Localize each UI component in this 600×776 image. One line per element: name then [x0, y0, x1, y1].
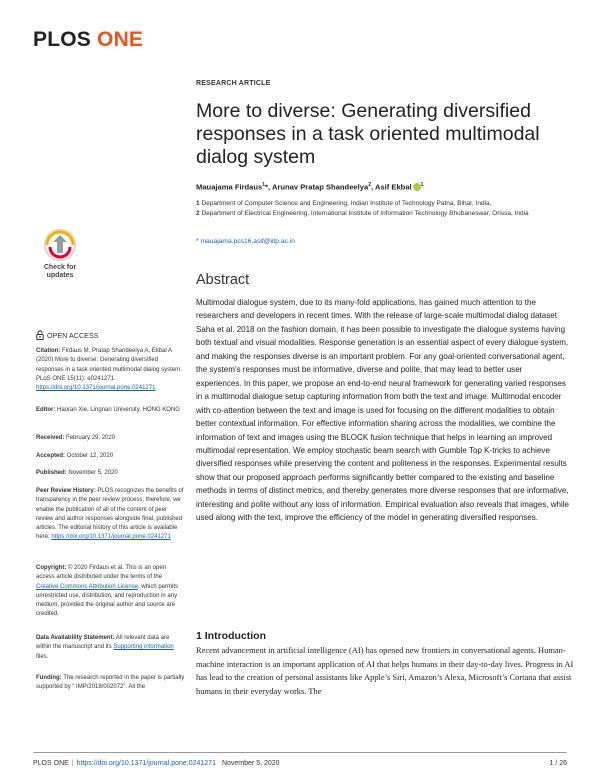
article-type: RESEARCH ARTICLE [196, 80, 271, 87]
author-name[interactable]: Arunav Pratap Shandeelya [271, 182, 369, 192]
journal-logo-one: ONE [97, 28, 144, 51]
author-affiliation-mark: 1 [420, 182, 424, 188]
corresponding-email [196, 238, 295, 245]
author-list: Mauajama Firdaus$^1$*, Arunav Pratap Shandeelya$^2$, Asif Ekbal $^1$ [196, 182, 424, 192]
accepted-block: Accepted: October 12, 2020 [36, 453, 114, 459]
check-updates-icon [34, 228, 86, 264]
citation-block: Citation: Firdaus M, Pratap Shandeelya A, Ekbal A (2020) More to diverse: Generating diversified responses in a task oriented multimodal dialog system. PLoS ONE 15(11): e0241271. https://doi.org/10.1371/journal.pone.0241271 [36, 348, 182, 392]
affiliation-item: 2 Department of Electrical Engineering, International Institute of Information Technology Bhubaneswar, Orissa, India [196, 209, 529, 217]
email-star: * [196, 238, 199, 245]
affiliation-item: 1 Department of Computer Science and Engineering, Indian Institute of Technology Patna, Bihar, India, [196, 200, 492, 207]
footer-doi-link[interactable]: https://doi.org/10.1371/journal.pone.0241271 [76, 760, 216, 767]
check-updates-label: Check for updates [43, 264, 77, 279]
received-block: Received: February 29, 2020 [36, 435, 116, 441]
supporting-info-link[interactable]: Supporting information [113, 644, 174, 651]
peer-review-block: Peer Review History: PLOS recognizes the benefits of transparency in the peer review process; therefore, we enable the publication of all of the content of peer review and author responses alongside final, published articles. The editorial history of this article is available here: https://doi.org/10.1371/journal.pone.0241271 [36, 488, 184, 541]
orcid-icon[interactable] [413, 183, 421, 191]
abstract-text: Multimodal dialogue system, due to its many-fold applications, has gained much attention to the researchers and developers in recent times. With the release of large-scale multimodal dialog dataset Saha et al. 2018 on the fashion domain, it has been possible to investigate the dialogue systems having both textual and visual modalities. Response generation is an essential aspect of every dialogue system, and making the responses diverse is an important problem. For any goal-oriented conversational agent, the system’s responses must be informative, diverse and polite, that may lead to better user experiences. In this paper, we propose an end-to-end neural framework for generating varied responses in a multimodal dialogue setup capturing information from both the text and image. Multimodal encoder with co-attention between the text and image is used for focusing on the different modalities to obtain better contextual information. For effective information sharing across the modalities, we combine the information of text and images using the BLOCK fusion technique that helps in learning an improved multimodal representation. We employ stochastic beam search with Gumble Top K-tricks to achieve diversified responses while preserving the content and politeness in the responses. Experimental results show that our proposed approach performs significantly better compared to the existing and baseline methods in terms of distinct metrics, and thereby generates more diverse responses that are informative, interesting and polite without any loss of information. Empirical evaluation also reveals that images, while used along with the text, improve the efficiency of the model in generating diversified responses. [196, 298, 570, 523]
check-for-updates-badge[interactable] [34, 228, 86, 290]
footer-date: November 5, 2020 [221, 760, 280, 767]
author-affiliation-mark: 1 [262, 182, 266, 188]
footer-divider [33, 752, 567, 753]
author-affiliation-mark: 2 [368, 182, 371, 188]
open-access-label: OPEN ACCESS [36, 330, 99, 340]
author-name[interactable]: Mauajama Firdaus [196, 182, 263, 192]
introduction-text: Recent advancement in artificial intelligence (AI) has opened new frontiers in conversational agents. Human-machine interaction is an important application of AI that helps humans in their day-to-day lives. Progress in AI has lead to the creation of personal assistants like Apple’s Siri, Amazon’s Alexa, Microsoft’s Cortana that assist humans in their everyday works. The [196, 645, 574, 697]
footer-journal: PLOS ONE [33, 760, 69, 767]
abstract-heading: Abstract [196, 272, 250, 288]
license-link[interactable]: Creative Commons Attribution License [36, 583, 139, 590]
article-title: More to diverse: Generating diversified responses in a task oriented multimodal dialog system [196, 100, 540, 168]
editor-block: Editor: Haoran Xie, Lingnan University, HONG KONG [36, 407, 180, 413]
journal-logo[interactable] [33, 28, 143, 52]
open-access-lock-icon [36, 330, 44, 340]
citation-doi-link[interactable]: https://doi.org/10.1371/journal.pone.0241271 [36, 385, 156, 392]
journal-logo-plos: PLOS [33, 28, 91, 51]
peer-review-link[interactable]: https://doi.org/10.1371/journal.pone.0241271 [51, 534, 171, 541]
page-number: 1 / 26 [549, 760, 567, 767]
copyright-block: Copyright: © 2020 Firdaus et al. This is an open access article distributed under the terms of the Creative Commons Attribution License, which permits unrestricted use, distribution, and reproduction in any medium, provided the original author and source are credited. [36, 565, 179, 618]
page-footer: PLOS ONE | https://doi.org/10.1371/journal.pone.0241271 November 5, 2020 [33, 760, 280, 767]
introduction-heading: 1 Introduction [196, 630, 266, 642]
published-block: Published: November 5, 2020 [36, 470, 118, 476]
funding-block: Funding: The research reported in the paper is partially supported by “ IMP/2018/002072”. All the [36, 675, 185, 691]
data-availability-block: Data Availability Statement: All relevant data are within the manuscript and its Supporting information files. [36, 635, 174, 660]
email-link[interactable]: mauajama.pcs16,asif@iitp.ac.in [200, 238, 295, 245]
author-name[interactable]: Asif Ekbal [374, 182, 412, 192]
corresponding-author-mark: * [265, 182, 269, 192]
affiliations [196, 199, 586, 218]
